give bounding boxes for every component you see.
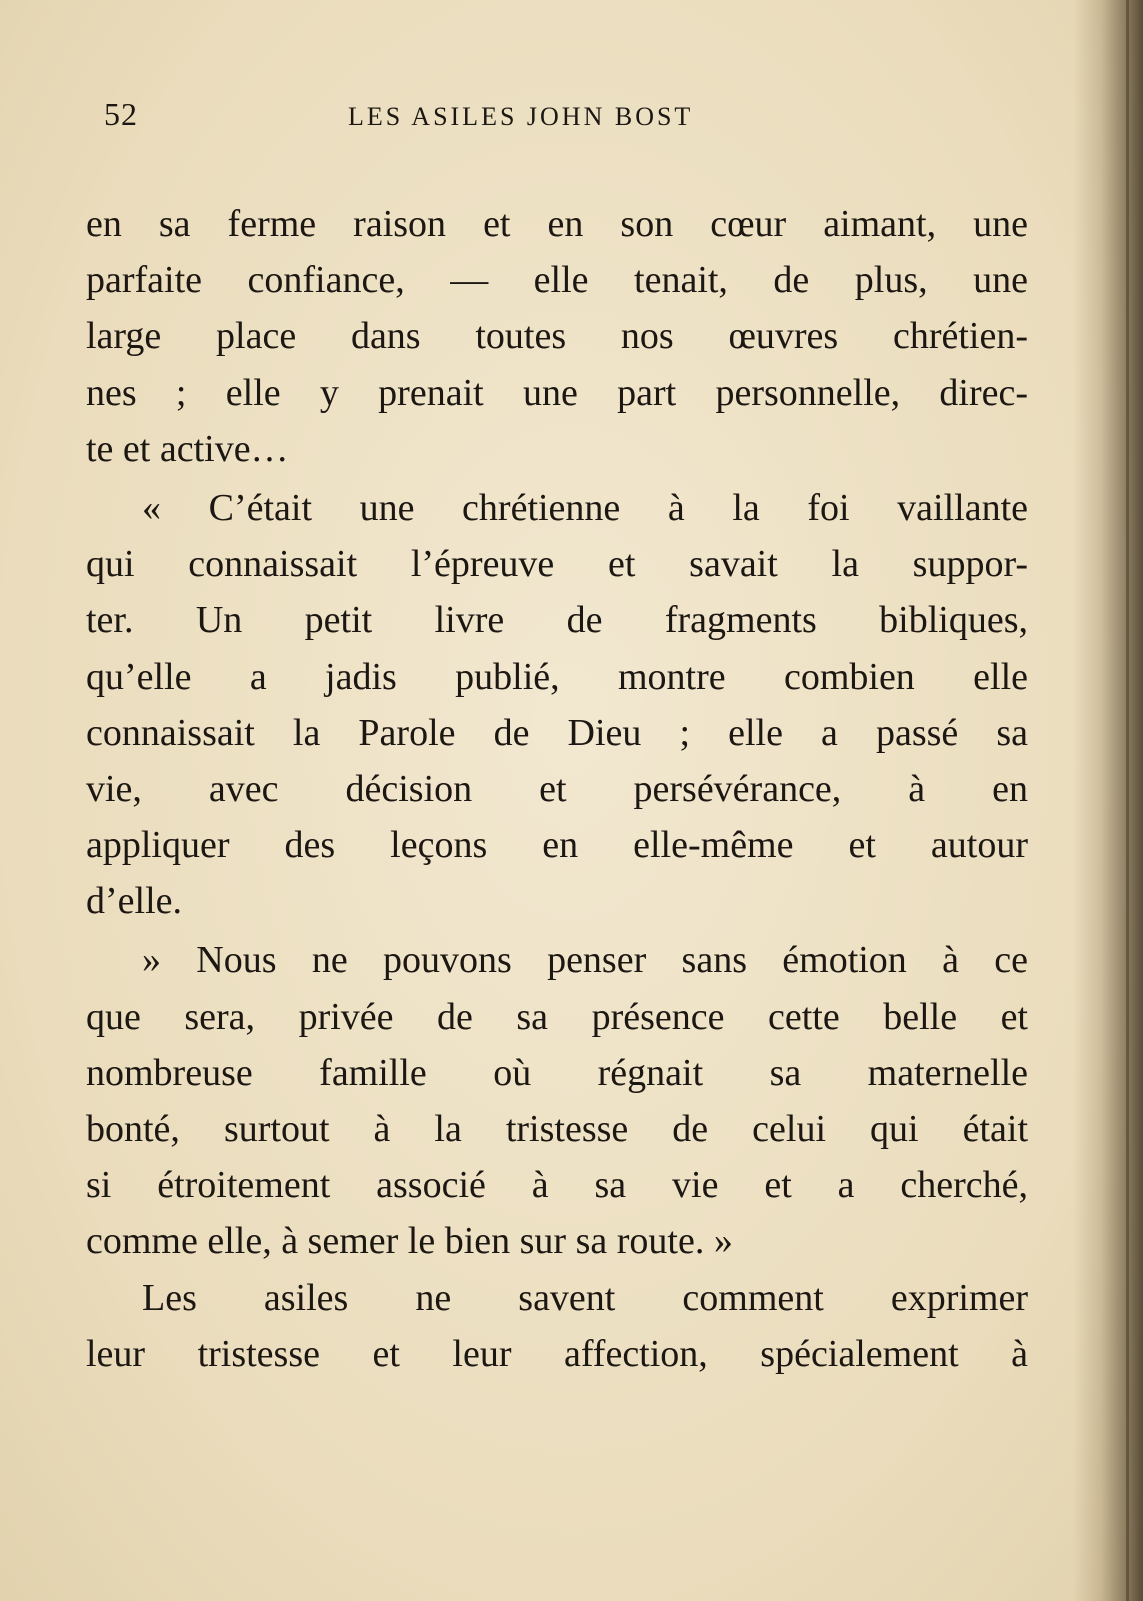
text-line: parfaite confiance, — elle tenait, de plus, une bbox=[86, 259, 1028, 302]
text-line: » Nous ne pouvons penser sans émotion à ce bbox=[142, 939, 1028, 982]
paragraph bbox=[86, 480, 1028, 930]
paragraph bbox=[86, 196, 1028, 477]
text-line: leur tristesse et leur affection, spécialement à bbox=[86, 1332, 1028, 1375]
paragraph bbox=[86, 932, 1028, 1269]
page-header bbox=[104, 96, 864, 142]
text-line: qui connaissait l’épreuve et savait la suppor- bbox=[86, 543, 1028, 586]
page-edge-line bbox=[1126, 0, 1129, 1601]
body-text bbox=[86, 196, 1028, 1382]
text-line: en sa ferme raison et en son cœur aimant, une bbox=[86, 203, 1028, 245]
text-line: si étroitement associé à sa vie et a cherché, bbox=[86, 1164, 1028, 1207]
text-line: appliquer des leçons en elle-même et autour bbox=[86, 824, 1028, 867]
text-line: « C’était une chrétienne à la foi vaillante bbox=[142, 486, 1028, 529]
text-line: bonté, surtout à la tristesse de celui qui était bbox=[86, 1108, 1028, 1150]
text-line: que sera, privée de sa présence cette belle et bbox=[86, 995, 1028, 1038]
paragraph bbox=[86, 1270, 1028, 1382]
running-title: LES ASILES JOHN BOST bbox=[348, 102, 694, 131]
text-line: Les asiles ne savent comment exprimer bbox=[142, 1276, 1028, 1319]
text-line: te et active… bbox=[86, 427, 289, 470]
text-line: nombreuse famille où régnait sa maternelle bbox=[86, 1051, 1028, 1094]
text-line: d’elle. bbox=[86, 880, 183, 923]
text-line: nes ; elle y prenait une part personnelle, direc- bbox=[86, 371, 1028, 414]
text-line: vie, avec décision et persévérance, à en bbox=[86, 767, 1028, 810]
text-line: comme elle, à semer le bien sur sa route. » bbox=[86, 1220, 733, 1263]
page-edge-shadow bbox=[1073, 0, 1143, 1601]
text-line: connaissait la Parole de Dieu ; elle a passé sa bbox=[86, 711, 1028, 754]
text-line: large place dans toutes nos œuvres chrétien- bbox=[86, 315, 1028, 358]
page-number: 52 bbox=[104, 96, 138, 132]
text-line: ter. Un petit livre de fragments bibliques, bbox=[86, 599, 1028, 642]
text-line: qu’elle a jadis publié, montre combien elle bbox=[86, 655, 1028, 698]
